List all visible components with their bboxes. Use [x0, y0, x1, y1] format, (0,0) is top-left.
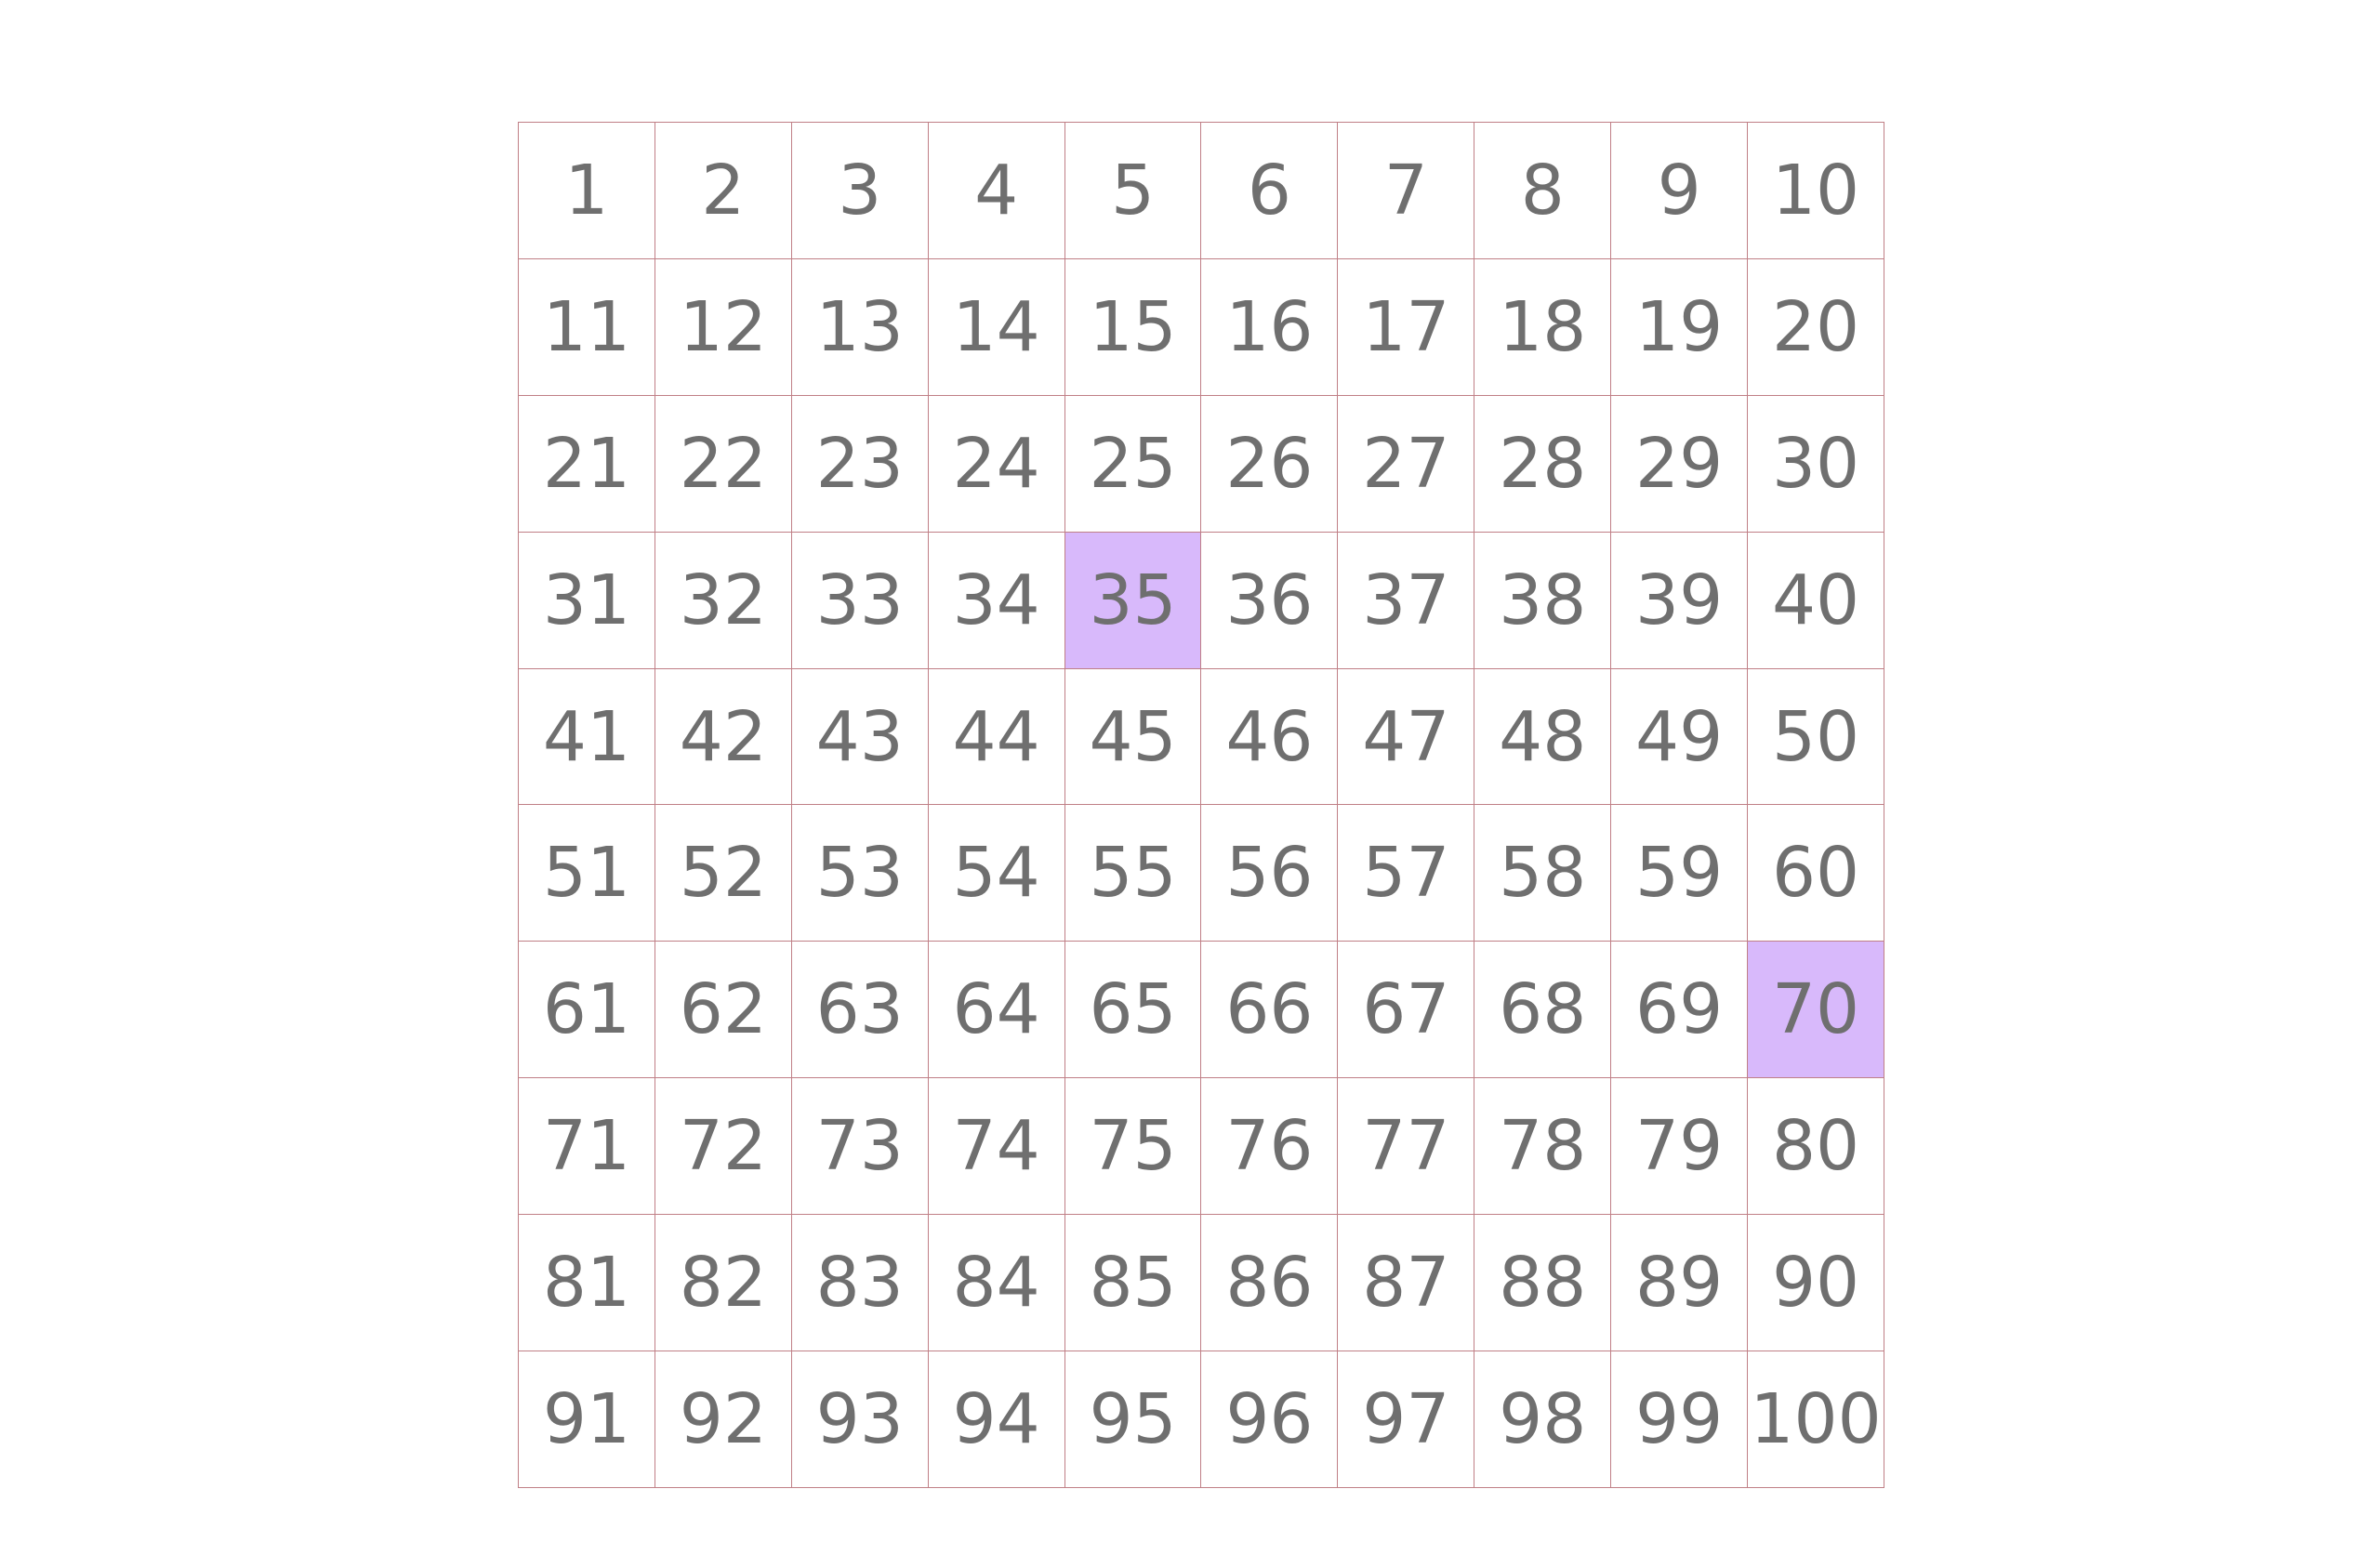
number-cell-82[interactable]: 82	[655, 1215, 792, 1351]
number-cell-96[interactable]: 96	[1201, 1351, 1338, 1488]
number-cell-45[interactable]: 45	[1065, 669, 1202, 806]
number-cell-94[interactable]: 94	[929, 1351, 1065, 1488]
number-cell-47[interactable]: 47	[1338, 669, 1474, 806]
number-cell-61[interactable]: 61	[519, 942, 655, 1078]
number-cell-80[interactable]: 80	[1748, 1078, 1884, 1215]
number-cell-41[interactable]: 41	[519, 669, 655, 806]
number-cell-13[interactable]: 13	[792, 259, 929, 396]
number-cell-38[interactable]: 38	[1474, 533, 1611, 669]
number-cell-72[interactable]: 72	[655, 1078, 792, 1215]
number-cell-50[interactable]: 50	[1748, 669, 1884, 806]
number-cell-35[interactable]: 35	[1065, 533, 1202, 669]
number-cell-33[interactable]: 33	[792, 533, 929, 669]
number-cell-24[interactable]: 24	[929, 396, 1065, 533]
number-cell-5[interactable]: 5	[1065, 123, 1202, 259]
number-cell-85[interactable]: 85	[1065, 1215, 1202, 1351]
number-cell-67[interactable]: 67	[1338, 942, 1474, 1078]
number-cell-37[interactable]: 37	[1338, 533, 1474, 669]
number-cell-59[interactable]: 59	[1611, 805, 1748, 942]
number-cell-95[interactable]: 95	[1065, 1351, 1202, 1488]
number-cell-14[interactable]: 14	[929, 259, 1065, 396]
number-cell-100[interactable]: 100	[1748, 1351, 1884, 1488]
number-cell-2[interactable]: 2	[655, 123, 792, 259]
number-cell-9[interactable]: 9	[1611, 123, 1748, 259]
number-cell-8[interactable]: 8	[1474, 123, 1611, 259]
number-cell-16[interactable]: 16	[1201, 259, 1338, 396]
hundred-chart-grid	[518, 122, 1884, 1488]
number-cell-6[interactable]: 6	[1201, 123, 1338, 259]
number-cell-92[interactable]: 92	[655, 1351, 792, 1488]
number-cell-81[interactable]: 81	[519, 1215, 655, 1351]
number-cell-51[interactable]: 51	[519, 805, 655, 942]
number-cell-48[interactable]: 48	[1474, 669, 1611, 806]
number-cell-90[interactable]: 90	[1748, 1215, 1884, 1351]
number-cell-69[interactable]: 69	[1611, 942, 1748, 1078]
number-cell-58[interactable]: 58	[1474, 805, 1611, 942]
number-cell-36[interactable]: 36	[1201, 533, 1338, 669]
number-cell-32[interactable]: 32	[655, 533, 792, 669]
number-cell-89[interactable]: 89	[1611, 1215, 1748, 1351]
number-cell-25[interactable]: 25	[1065, 396, 1202, 533]
number-cell-40[interactable]: 40	[1748, 533, 1884, 669]
number-cell-65[interactable]: 65	[1065, 942, 1202, 1078]
number-cell-42[interactable]: 42	[655, 669, 792, 806]
number-cell-84[interactable]: 84	[929, 1215, 1065, 1351]
number-cell-76[interactable]: 76	[1201, 1078, 1338, 1215]
number-cell-4[interactable]: 4	[929, 123, 1065, 259]
number-cell-26[interactable]: 26	[1201, 396, 1338, 533]
number-cell-53[interactable]: 53	[792, 805, 929, 942]
number-cell-15[interactable]: 15	[1065, 259, 1202, 396]
number-cell-20[interactable]: 20	[1748, 259, 1884, 396]
number-cell-18[interactable]: 18	[1474, 259, 1611, 396]
number-cell-28[interactable]: 28	[1474, 396, 1611, 533]
number-cell-56[interactable]: 56	[1201, 805, 1338, 942]
number-cell-97[interactable]: 97	[1338, 1351, 1474, 1488]
number-cell-75[interactable]: 75	[1065, 1078, 1202, 1215]
number-cell-73[interactable]: 73	[792, 1078, 929, 1215]
number-cell-27[interactable]: 27	[1338, 396, 1474, 533]
number-cell-91[interactable]: 91	[519, 1351, 655, 1488]
number-cell-12[interactable]: 12	[655, 259, 792, 396]
number-cell-68[interactable]: 68	[1474, 942, 1611, 1078]
number-cell-86[interactable]: 86	[1201, 1215, 1338, 1351]
number-cell-54[interactable]: 54	[929, 805, 1065, 942]
number-cell-11[interactable]: 11	[519, 259, 655, 396]
number-cell-60[interactable]: 60	[1748, 805, 1884, 942]
number-cell-98[interactable]: 98	[1474, 1351, 1611, 1488]
number-cell-10[interactable]: 10	[1748, 123, 1884, 259]
number-cell-7[interactable]: 7	[1338, 123, 1474, 259]
number-cell-44[interactable]: 44	[929, 669, 1065, 806]
number-cell-1[interactable]: 1	[519, 123, 655, 259]
number-cell-49[interactable]: 49	[1611, 669, 1748, 806]
number-cell-31[interactable]: 31	[519, 533, 655, 669]
number-cell-43[interactable]: 43	[792, 669, 929, 806]
number-cell-83[interactable]: 83	[792, 1215, 929, 1351]
number-cell-99[interactable]: 99	[1611, 1351, 1748, 1488]
number-cell-30[interactable]: 30	[1748, 396, 1884, 533]
number-cell-55[interactable]: 55	[1065, 805, 1202, 942]
number-cell-46[interactable]: 46	[1201, 669, 1338, 806]
number-cell-70[interactable]: 70	[1748, 942, 1884, 1078]
number-cell-63[interactable]: 63	[792, 942, 929, 1078]
number-cell-93[interactable]: 93	[792, 1351, 929, 1488]
number-cell-74[interactable]: 74	[929, 1078, 1065, 1215]
number-cell-57[interactable]: 57	[1338, 805, 1474, 942]
number-cell-87[interactable]: 87	[1338, 1215, 1474, 1351]
number-cell-34[interactable]: 34	[929, 533, 1065, 669]
number-cell-88[interactable]: 88	[1474, 1215, 1611, 1351]
number-cell-22[interactable]: 22	[655, 396, 792, 533]
number-cell-52[interactable]: 52	[655, 805, 792, 942]
number-cell-66[interactable]: 66	[1201, 942, 1338, 1078]
number-cell-29[interactable]: 29	[1611, 396, 1748, 533]
number-cell-78[interactable]: 78	[1474, 1078, 1611, 1215]
number-cell-39[interactable]: 39	[1611, 533, 1748, 669]
number-cell-17[interactable]: 17	[1338, 259, 1474, 396]
number-cell-79[interactable]: 79	[1611, 1078, 1748, 1215]
number-cell-77[interactable]: 77	[1338, 1078, 1474, 1215]
number-cell-21[interactable]: 21	[519, 396, 655, 533]
number-cell-64[interactable]: 64	[929, 942, 1065, 1078]
number-cell-19[interactable]: 19	[1611, 259, 1748, 396]
number-cell-71[interactable]: 71	[519, 1078, 655, 1215]
number-cell-3[interactable]: 3	[792, 123, 929, 259]
number-cell-23[interactable]: 23	[792, 396, 929, 533]
number-cell-62[interactable]: 62	[655, 942, 792, 1078]
